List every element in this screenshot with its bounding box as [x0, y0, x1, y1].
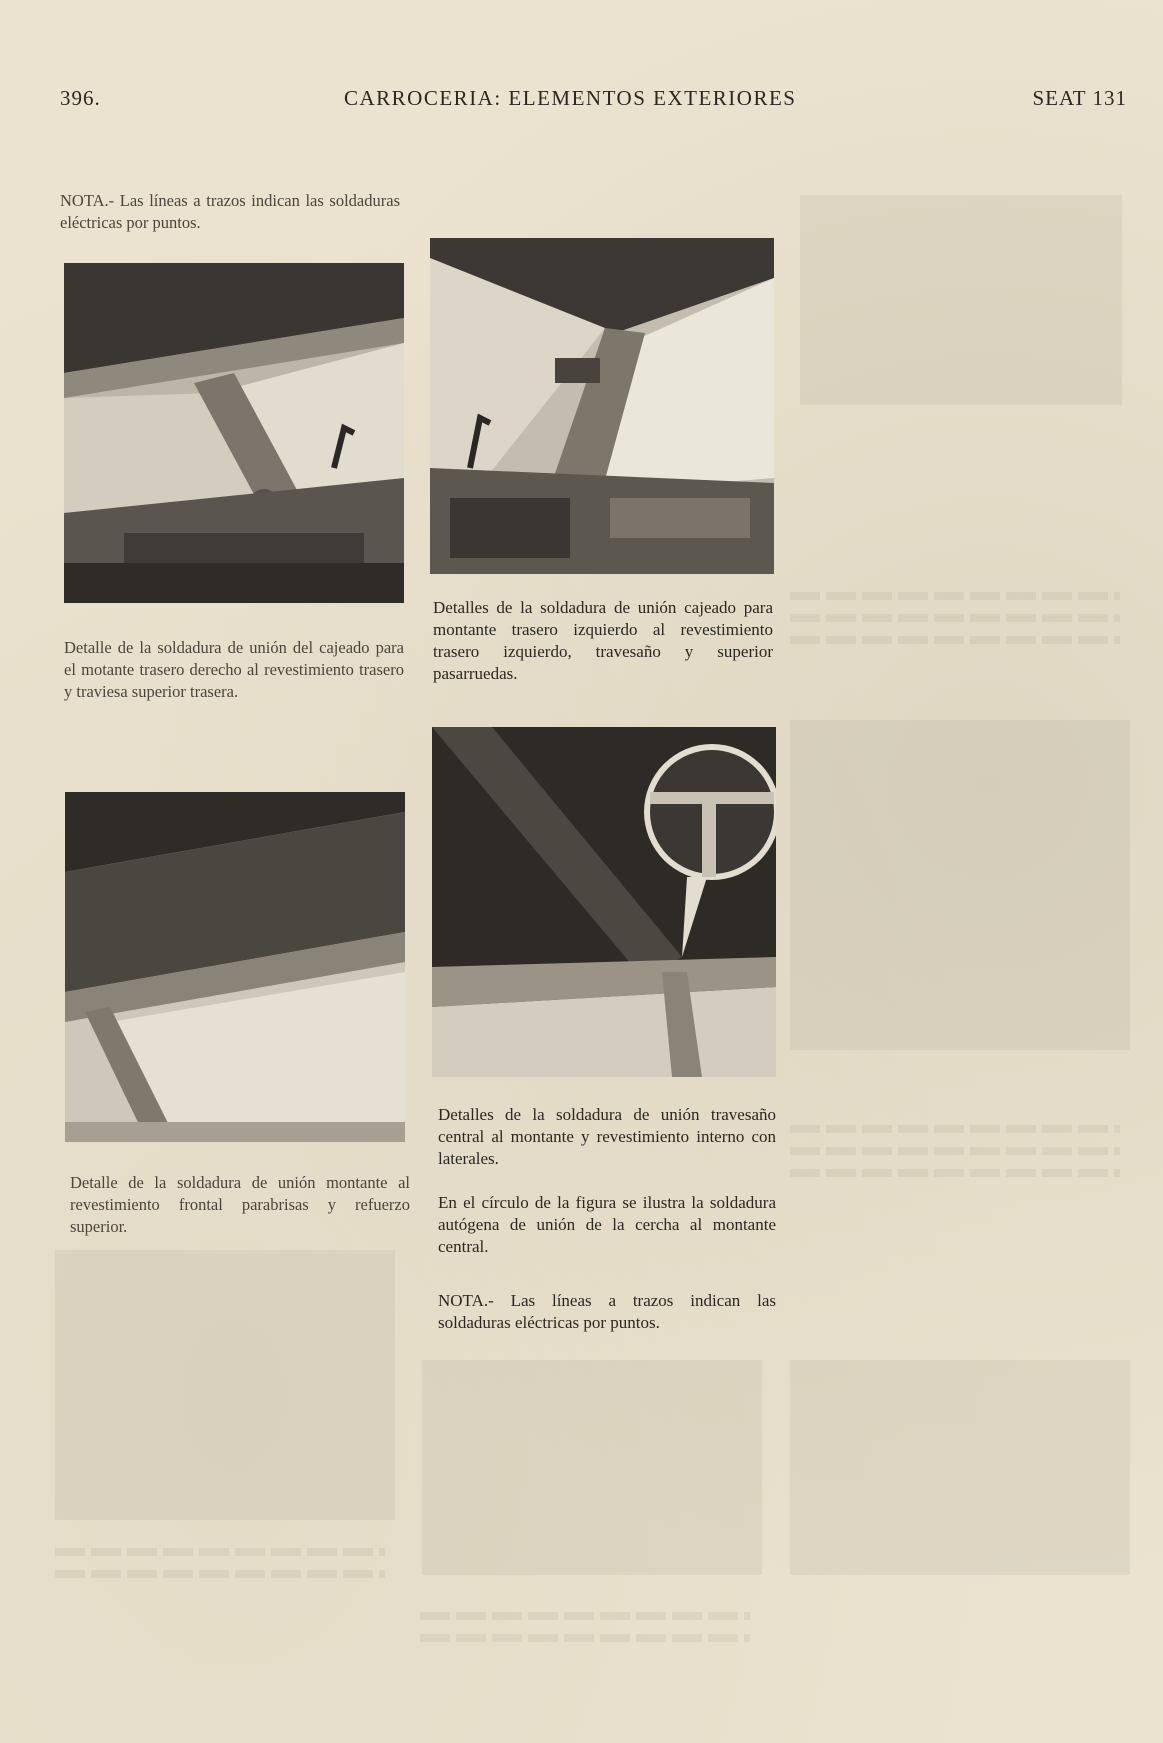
page-number: 396.	[60, 86, 101, 110]
show-through-text	[420, 1612, 750, 1620]
show-through-text	[420, 1634, 750, 1642]
figure-photo-4	[432, 727, 776, 1077]
figure-caption-2: Detalles de la soldadura de unión cajeado para montante trasero izquierdo al revestimiento trasero izquierdo, travesaño y superior pasarruedas.	[433, 598, 773, 683]
note-top-left: NOTA.- Las líneas a trazos indican las soldaduras eléctricas por puntos.	[60, 191, 400, 232]
show-through-text	[790, 1125, 1120, 1133]
show-through-text	[790, 592, 1120, 600]
show-through-image	[422, 1360, 762, 1575]
show-through-text	[790, 1147, 1120, 1155]
figure-photo-2	[430, 238, 774, 574]
show-through-text	[790, 636, 1120, 644]
show-through-text	[55, 1548, 385, 1556]
figure-caption-4: Detalles de la soldadura de unión travesaño central al montante y revestimiento interno con laterales.	[438, 1105, 776, 1168]
show-through-image	[790, 720, 1130, 1050]
figure-photo-1	[64, 263, 404, 603]
show-through-image	[790, 1360, 1130, 1575]
model-name: SEAT 131	[1032, 86, 1127, 110]
note-bottom-right: NOTA.- Las líneas a trazos indican las soldaduras eléctricas por puntos.	[438, 1291, 776, 1332]
figure-photo-3	[65, 792, 405, 1142]
show-through-text	[790, 1169, 1120, 1177]
figure-caption-4-circle-detail: En el círculo de la figura se ilustra la soldadura autógena de unión de la cercha al montante central.	[438, 1193, 776, 1256]
page-header	[0, 86, 1163, 116]
show-through-image	[800, 195, 1122, 405]
figure-caption-1: Detalle de la soldadura de unión del cajeado para el motante trasero derecho al revestimiento trasero y traviesa superior trasera.	[64, 638, 404, 701]
show-through-text	[55, 1570, 385, 1578]
show-through-text	[790, 614, 1120, 622]
section-title: CARROCERIA: ELEMENTOS EXTERIORES	[344, 86, 797, 110]
figure-caption-3: Detalle de la soldadura de unión montante al revestimiento frontal parabrisas y refuerzo superior.	[70, 1173, 410, 1236]
show-through-image	[55, 1250, 395, 1520]
